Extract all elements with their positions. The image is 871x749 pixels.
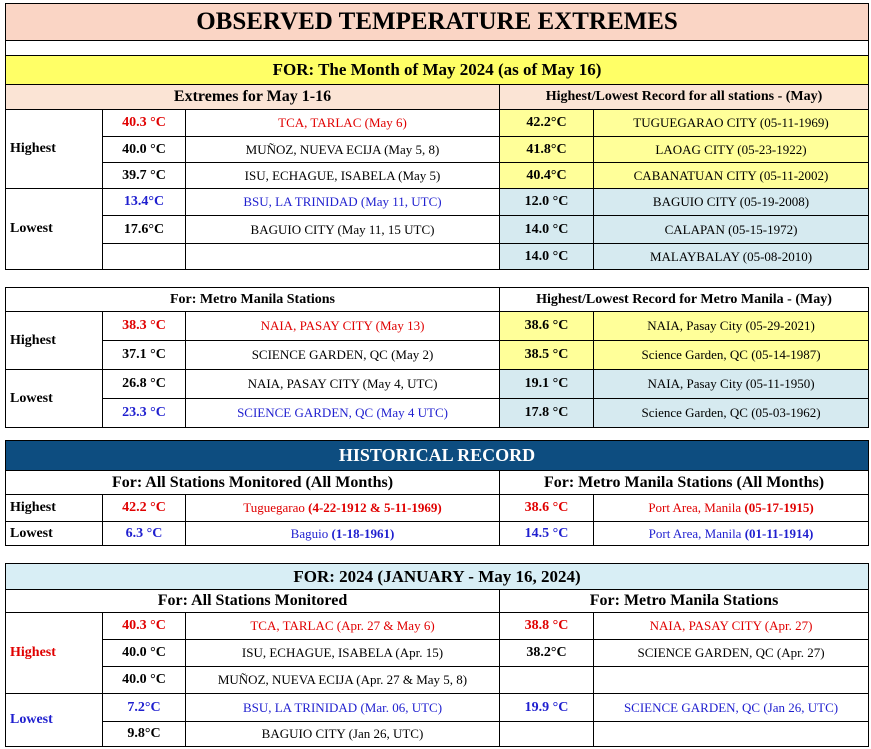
- may-record-low-place: MALAYBALAY (05-08-2010): [594, 244, 869, 270]
- metro-record-low-temp: 17.8 °C: [500, 399, 594, 428]
- may-record-high-temp: 41.8°C: [500, 137, 594, 163]
- historical-lowest-label: Lowest: [6, 522, 103, 546]
- may-left-header: Extremes for May 1-16: [6, 85, 500, 110]
- may-low-place: [186, 244, 500, 270]
- historical-record-table: [5, 440, 869, 546]
- year-metro-high-place: NAIA, PASAY CITY (Apr. 27): [594, 613, 869, 640]
- may-high-place: ISU, ECHAGUE, ISABELA (May 5): [186, 163, 500, 189]
- station-date: (01-11-1914): [744, 525, 814, 541]
- metro-left-header: For: Metro Manila Stations: [6, 288, 500, 312]
- may-highest-label: Highest: [6, 110, 103, 189]
- station-date: (1-18-1961): [331, 525, 395, 541]
- may-extremes-table: [5, 3, 869, 270]
- year-high-temp: 40.0 °C: [103, 640, 186, 667]
- historical-metro-low-temp: 14.5 °C: [500, 522, 594, 546]
- year-low-place: BAGUIO CITY (Jan 26, UTC): [186, 722, 500, 747]
- station-date: (05-17-1915): [744, 500, 814, 515]
- may-high-temp: 40.0 °C: [103, 137, 186, 163]
- for-month-banner: FOR: The Month of May 2024 (as of May 16): [6, 56, 869, 85]
- may-record-low-temp: 12.0 °C: [500, 189, 594, 216]
- metro-low-place: NAIA, PASAY CITY (May 4, UTC): [186, 370, 500, 399]
- may-record-high-place: TUGUEGARAO CITY (05-11-1969): [594, 110, 869, 137]
- year-low-temp: 9.8°C: [103, 722, 186, 747]
- metro-high-temp: 37.1 °C: [103, 341, 186, 370]
- may-low-place: BSU, LA TRINIDAD (May 11, UTC): [186, 189, 500, 216]
- station-name: Port Area, Manila: [648, 500, 742, 515]
- may-record-low-place: BAGUIO CITY (05-19-2008): [594, 189, 869, 216]
- year-high-temp: 40.0 °C: [103, 667, 186, 694]
- may-record-high-place: LAOAG CITY (05-23-1922): [594, 137, 869, 163]
- may-high-place: MUÑOZ, NUEVA ECIJA (May 5, 8): [186, 137, 500, 163]
- year-high-place: MUÑOZ, NUEVA ECIJA (Apr. 27 & May 5, 8): [186, 667, 500, 694]
- year-highest-label: Highest: [6, 613, 103, 694]
- year-metro-low-temp: [500, 722, 594, 747]
- metro-record-low-place: Science Garden, QC (05-03-1962): [594, 399, 869, 428]
- may-lowest-label: Lowest: [6, 189, 103, 270]
- metro-lowest-label: Lowest: [6, 370, 103, 428]
- metro-right-header: Highest/Lowest Record for Metro Manila - (May): [500, 288, 869, 312]
- year-right-header: For: Metro Manila Stations: [500, 590, 869, 613]
- metro-high-place: NAIA, PASAY CITY (May 13): [186, 312, 500, 341]
- historical-metro-high-station: [594, 495, 869, 522]
- historical-high-temp: 42.2 °C: [103, 495, 186, 522]
- historical-low-temp: 6.3 °C: [103, 522, 186, 546]
- year-title: FOR: 2024 (JANUARY - May 16, 2024): [6, 564, 869, 590]
- historical-metro-high-temp: 38.6 °C: [500, 495, 594, 522]
- year-metro-high-temp: 38.8 °C: [500, 613, 594, 640]
- may-record-low-place: CALAPAN (05-15-1972): [594, 216, 869, 244]
- station-name: Baguio: [290, 525, 329, 541]
- year-metro-low-place: SCIENCE GARDEN, QC (Jan 26, UTC): [594, 694, 869, 722]
- metro-record-high-temp: 38.6 °C: [500, 312, 594, 341]
- year-high-temp: 40.3 °C: [103, 613, 186, 640]
- may-right-header: Highest/Lowest Record for all stations - (May): [500, 85, 869, 110]
- year-2024-table: [5, 563, 869, 747]
- station-name: Tuguegarao: [243, 500, 305, 515]
- metro-record-high-place: Science Garden, QC (05-14-1987): [594, 341, 869, 370]
- may-record-high-place: CABANATUAN CITY (05-11-2002): [594, 163, 869, 189]
- metro-record-high-place: NAIA, Pasay City (05-29-2021): [594, 312, 869, 341]
- may-record-low-temp: 14.0 °C: [500, 216, 594, 244]
- year-metro-high-place: [594, 667, 869, 694]
- metro-record-low-temp: 19.1 °C: [500, 370, 594, 399]
- metro-manila-table: [5, 287, 869, 428]
- historical-left-header: For: All Stations Monitored (All Months): [6, 471, 500, 495]
- historical-metro-low-station: [594, 522, 869, 546]
- spacer-row: [6, 41, 869, 56]
- year-lowest-label: Lowest: [6, 694, 103, 747]
- metro-low-temp: 23.3 °C: [103, 399, 186, 428]
- metro-high-temp: 38.3 °C: [103, 312, 186, 341]
- metro-high-place: SCIENCE GARDEN, QC (May 2): [186, 341, 500, 370]
- may-low-place: BAGUIO CITY (May 11, 15 UTC): [186, 216, 500, 244]
- historical-high-station: [186, 495, 500, 522]
- may-low-temp: [103, 244, 186, 270]
- year-metro-low-temp: 19.9 °C: [500, 694, 594, 722]
- may-record-high-temp: 40.4°C: [500, 163, 594, 189]
- metro-record-high-temp: 38.5 °C: [500, 341, 594, 370]
- historical-title: HISTORICAL RECORD: [6, 441, 869, 471]
- may-record-high-temp: 42.2°C: [500, 110, 594, 137]
- year-high-place: TCA, TARLAC (Apr. 27 & May 6): [186, 613, 500, 640]
- page-title: OBSERVED TEMPERATURE EXTREMES: [6, 4, 869, 41]
- station-name: Port Area, Manila: [648, 525, 742, 541]
- may-record-low-temp: 14.0 °C: [500, 244, 594, 270]
- year-high-place: ISU, ECHAGUE, ISABELA (Apr. 15): [186, 640, 500, 667]
- station-date: (4-22-1912 & 5-11-1969): [308, 500, 442, 515]
- metro-highest-label: Highest: [6, 312, 103, 370]
- year-metro-high-temp: 38.2°C: [500, 640, 594, 667]
- year-metro-low-place: [594, 722, 869, 747]
- historical-low-station: [186, 522, 500, 546]
- year-metro-high-temp: [500, 667, 594, 694]
- metro-record-low-place: NAIA, Pasay City (05-11-1950): [594, 370, 869, 399]
- may-high-place: TCA, TARLAC (May 6): [186, 110, 500, 137]
- year-left-header: For: All Stations Monitored: [6, 590, 500, 613]
- metro-low-temp: 26.8 °C: [103, 370, 186, 399]
- year-metro-high-place: SCIENCE GARDEN, QC (Apr. 27): [594, 640, 869, 667]
- metro-low-place: SCIENCE GARDEN, QC (May 4 UTC): [186, 399, 500, 428]
- year-low-temp: 7.2°C: [103, 694, 186, 722]
- may-low-temp: 17.6°C: [103, 216, 186, 244]
- may-high-temp: 39.7 °C: [103, 163, 186, 189]
- historical-right-header: For: Metro Manila Stations (All Months): [500, 471, 869, 495]
- year-low-place: BSU, LA TRINIDAD (Mar. 06, UTC): [186, 694, 500, 722]
- may-low-temp: 13.4°C: [103, 189, 186, 216]
- may-high-temp: 40.3 °C: [103, 110, 186, 137]
- historical-highest-label: Highest: [6, 495, 103, 522]
